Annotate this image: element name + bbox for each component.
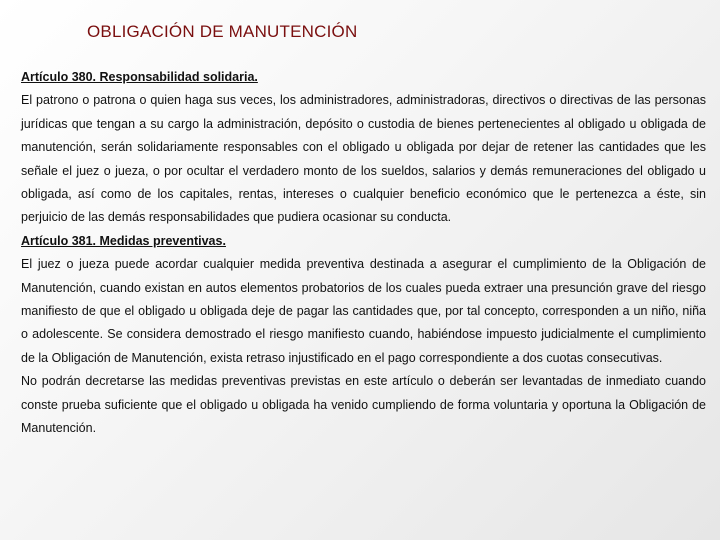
article-381-heading: Artículo 381. Medidas preventivas. [21,233,226,248]
article-380-heading: Artículo 380. Responsabilidad solidaria. [21,70,258,84]
article-381-paragraph-2: No podrán decretarse las medidas preventivas previstas en este artículo o deberán ser levantadas de inmediato cuando conste prueba suficiente que el obligado u obligada ha venido cumpliendo de forma voluntaria y oportuna la Obligación de Manutención. [21,374,706,436]
article-381-paragraph-1: El juez o jueza puede acordar cualquier medida preventiva destinada a asegurar el cumplimiento de la Obligación de Manutención, cuando existan en autos elementos probatorios de los cuales pueda extraer una presunción grave del riesgo manifiesto de que el obligado u obligada deje de pagar las cantidades que, por tal concepto, corresponden a un niño, niña o adolescente. Se considera demostrado el riesgo manifiesto cuando, habiéndose impuesto judicialmente el cumplimiento de la Obligación de Manutención, exista retraso injustificado en el pago correspondiente a dos cuotas consecutivas. [21,257,706,365]
slide-body [21,66,706,441]
article-380-paragraph: El patrono o patrona o quien haga sus veces, los administradores, administradoras, directivos o directivas de las personas jurídicas que tengan a su cargo la administración, depósito o custodia de bienes pertenecientes al obligado u obligada de manutención, serán solidariamente responsables con el obligado u obligada por dejar de retener las cantidades que les señale el juez o jueza, o por ocultar el verdadero monto de los sueldos, salarios y demás remuneraciones del obligado u obligada, así como de los capitales, rentas, intereses o cualquier beneficio económico que le pertenezca a éste, sin perjuicio de las demás responsabilidades que pudiera ocasionar su conducta. [21,93,706,225]
slide-title: OBLIGACIÓN DE MANUTENCIÓN [87,22,358,41]
